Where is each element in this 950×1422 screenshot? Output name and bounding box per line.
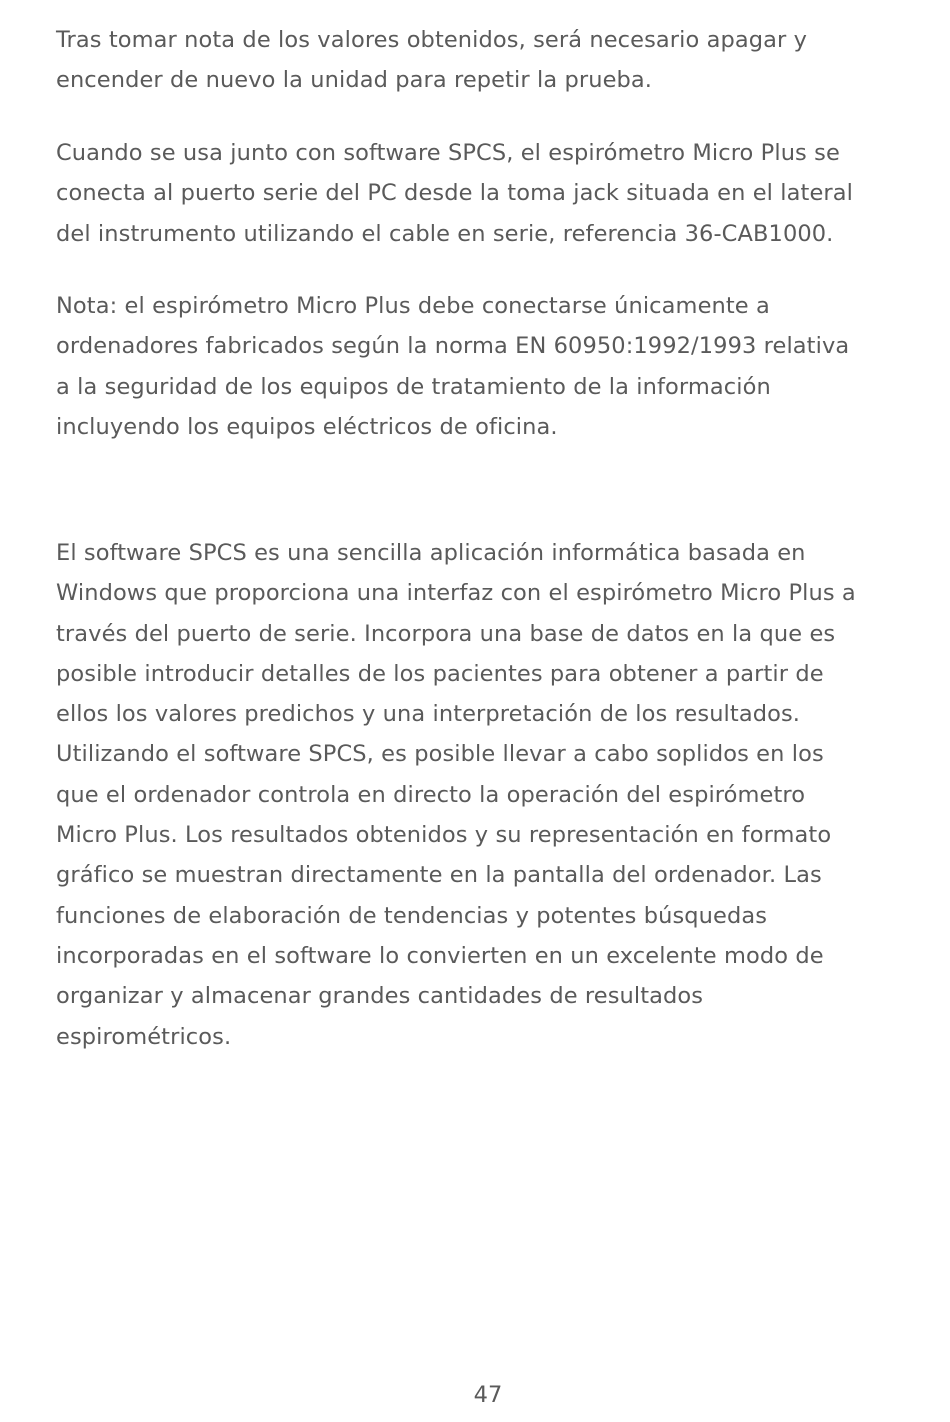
text-line: incluyendo los equipos eléctricos de oficina.	[56, 413, 558, 440]
text-line: funciones de elaboración de tendencias y potentes búsquedas	[56, 902, 768, 929]
text-line: que el ordenador controla en directo la operación del espirómetro	[56, 781, 806, 808]
text-line: incorporadas en el software lo convierten en un excelente modo de	[56, 942, 824, 969]
text-line: a la seguridad de los equipos de tratamiento de la información	[56, 373, 771, 400]
text-line: del instrumento utilizando el cable en serie, referencia 36-CAB1000.	[56, 220, 834, 247]
page-number: 47	[473, 1382, 503, 1408]
text-line: través del puerto de serie. Incorpora una base de datos en la que es	[56, 620, 836, 647]
text-line: Cuando se usa junto con software SPCS, el espirómetro Micro Plus se	[56, 140, 840, 166]
text-line: organizar y almacenar grandes cantidades de resultados	[56, 983, 704, 1010]
text-line: Utilizando el software SPCS, es posible llevar a cabo soplidos en los	[56, 741, 824, 768]
text-line: ordenadores fabricados según la norma EN 60950:1992/1993 relativa	[56, 333, 850, 360]
text-line: gráfico se muestran directamente en la pantalla del ordenador. Las	[56, 862, 822, 889]
paragraph-spcs-software	[56, 533, 926, 1057]
text-line: encender de nuevo la unidad para repetir la prueba.	[56, 67, 653, 94]
text-line: Micro Plus. Los resultados obtenidos y su representación en formato	[56, 822, 832, 849]
text-line: Tras tomar nota de los valores obtenidos, será necesario apagar y	[56, 27, 808, 53]
text-line: El software SPCS es una sencilla aplicación informática basada en	[56, 540, 806, 566]
text-line: conecta al puerto serie del PC desde la toma jack situada en el lateral	[56, 180, 853, 207]
text-line: espirométricos.	[56, 1023, 232, 1050]
paragraph-safety-note	[56, 286, 926, 447]
paragraph-repeat-test	[56, 20, 926, 101]
text-line: ellos los valores predichos y una interpretación de los resultados.	[56, 701, 801, 728]
text-line: Windows que proporciona una interfaz con el espirómetro Micro Plus a	[56, 580, 856, 607]
text-line: posible introducir detalles de los pacientes para obtener a partir de	[56, 660, 824, 687]
paragraph-spcs-connection	[56, 133, 926, 254]
text-line: Nota: el espirómetro Micro Plus debe conectarse únicamente a	[56, 293, 770, 319]
